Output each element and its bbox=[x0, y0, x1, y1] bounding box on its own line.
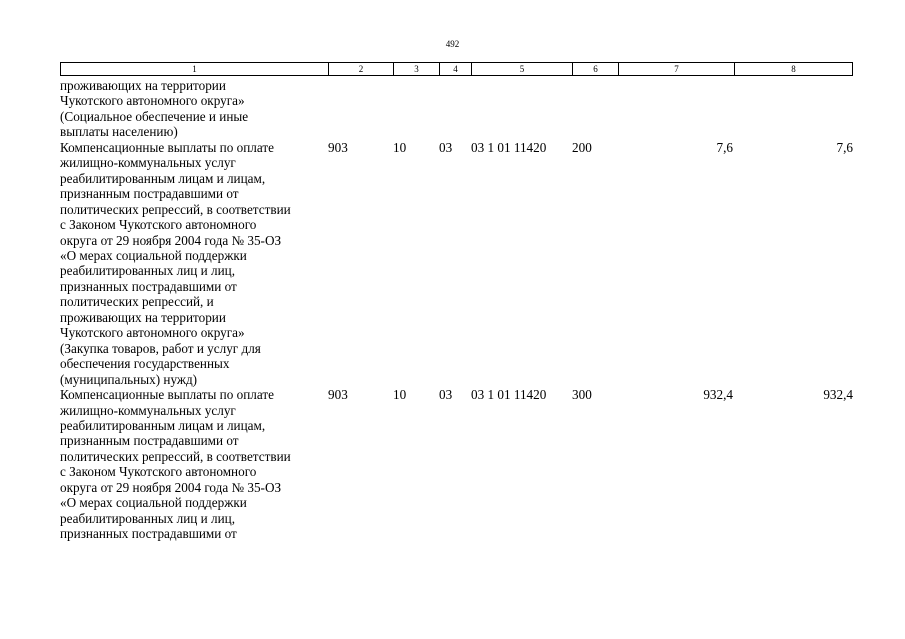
column-header-4: 4 bbox=[440, 63, 472, 76]
table-row bbox=[60, 78, 860, 140]
column-header-8: 8 bbox=[735, 63, 853, 76]
table-row bbox=[60, 387, 860, 542]
page-number: 492 bbox=[445, 39, 460, 49]
amount-column-7: 932,4 bbox=[703, 387, 733, 403]
ministry-code: 903 bbox=[328, 139, 348, 155]
subsection-code: 03 bbox=[439, 139, 453, 155]
table-row bbox=[60, 140, 860, 387]
amount-column-7: 7,6 bbox=[716, 139, 733, 155]
row-description: проживающих на территории Чукотского автономного округа» (Социальное обеспечение и иные выплаты населению) bbox=[60, 78, 249, 140]
column-header-7: 7 bbox=[619, 63, 735, 76]
subsection-code: 03 bbox=[439, 387, 453, 403]
budget-table-body bbox=[60, 78, 860, 542]
column-number-header bbox=[60, 62, 853, 76]
amount-column-8: 7,6 bbox=[836, 139, 853, 155]
row-description: Компенсационные выплаты по оплате жилищно-коммунальных услуг реабилитированным лицам и лицам, признанным пострадавшими от политических репрессий, в соответствии с Законом Чукотского автономного округа от 29 ноября 2004 года № 35-ОЗ «О мерах социальной поддержки реабилитированных лиц и лиц, признанных пострадавшими от bbox=[60, 387, 291, 542]
column-header-6: 6 bbox=[573, 63, 619, 76]
target-article-code: 03 1 01 11420 bbox=[471, 139, 547, 155]
target-article-code: 03 1 01 11420 bbox=[471, 387, 547, 403]
column-header-5: 5 bbox=[472, 63, 573, 76]
column-header-3: 3 bbox=[394, 63, 440, 76]
row-description: Компенсационные выплаты по оплате жилищно-коммунальных услуг реабилитированным лицам и лицам, признанным пострадавшими от политических репрессий, в соответствии с Законом Чукотского автономного округа от 29 ноября 2004 года № 35-ОЗ «О мерах социальной поддержки реабилитированных лиц и лиц, признанных пострадавшими от политических репрессий, и проживающих на территории Чукотского автономного округа» (Закупка товаров, работ и услуг для обеспечения государственных (муниципальных) нужд) bbox=[60, 139, 291, 387]
expense-type-code: 300 bbox=[572, 387, 592, 403]
column-header-1: 1 bbox=[61, 63, 329, 76]
section-code: 10 bbox=[393, 139, 407, 155]
expense-type-code: 200 bbox=[572, 139, 592, 155]
ministry-code: 903 bbox=[328, 387, 348, 403]
amount-column-8: 932,4 bbox=[823, 387, 853, 403]
column-header-2: 2 bbox=[329, 63, 394, 76]
section-code: 10 bbox=[393, 387, 407, 403]
